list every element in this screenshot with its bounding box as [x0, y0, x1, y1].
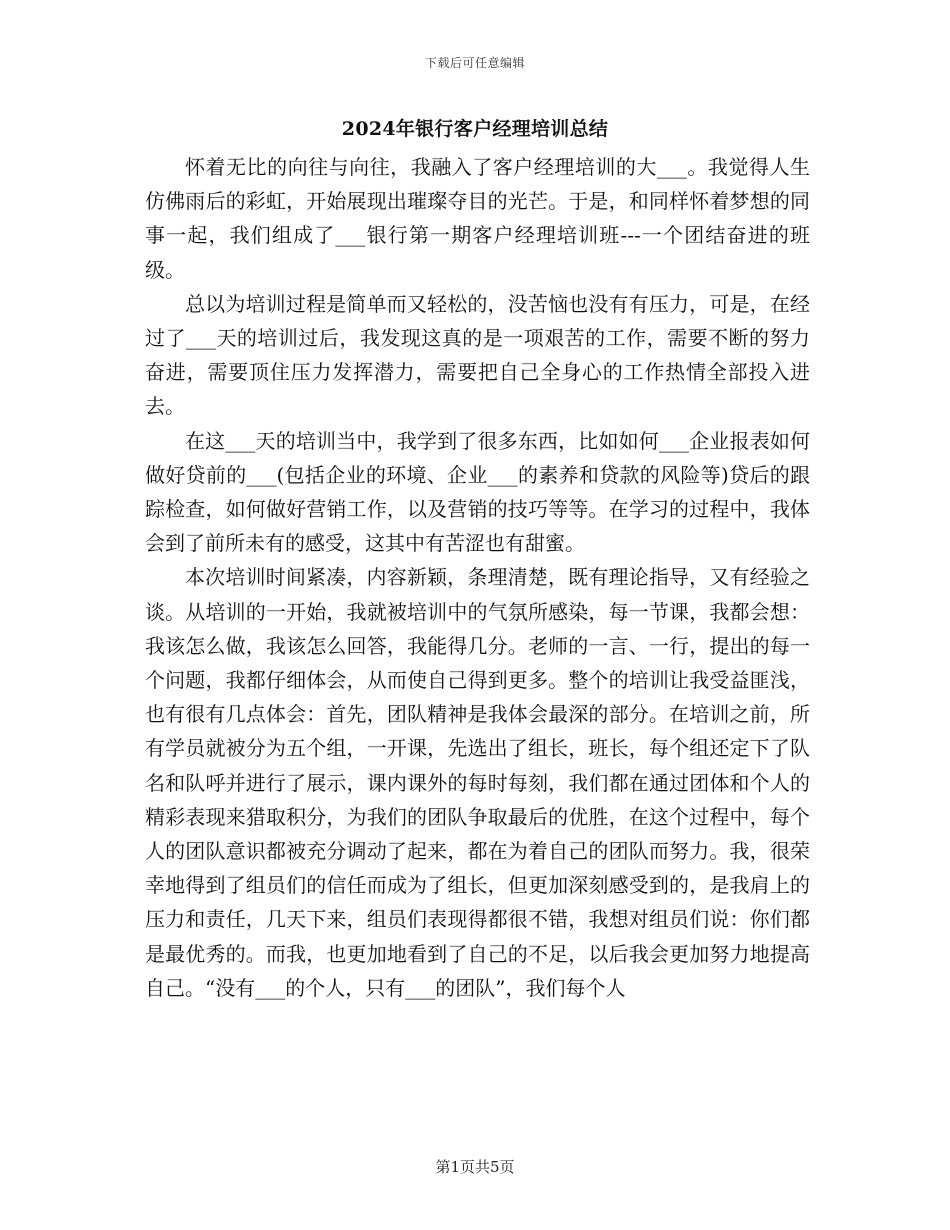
- page-number-footer: 第1页共5页: [435, 1158, 515, 1176]
- document-body: [145, 150, 810, 1005]
- document-title: 2024年银行客户经理培训总结: [341, 118, 609, 140]
- header-note: 下载后可任意编辑: [424, 56, 525, 70]
- paragraph: 总以为培训过程是简单而又轻松的，没苦恼也没有有压力，可是，在经过了___天的培训过后，我发现这真的是一项艰苦的工作，需要不断的努力奋进，需要顶住压力发挥潜力，需要把自己全身心的工作热情全部投入进去。: [145, 291, 810, 419]
- paragraph: 怀着无比的向往与向往，我融入了客户经理培训的大___。我觉得人生仿佛雨后的彩虹，开始展现出璀璨夺目的光芒。于是，和同样怀着梦想的同事一起，我们组成了___银行第一期客户经理培训班---一个团结奋进的班级。: [145, 155, 810, 282]
- paragraph: 本次培训时间紧凑，内容新颖，条理清楚，既有理论指导，又有经验之谈。从培训的一开始，我就被培训中的气氛所感染，每一节课，我都会想：我该怎么做，我该怎么回答，我能得几分。老师的一言、一行，提出的每一个问题，我都仔细体会，从而使自己得到更多。整个的培训让我受益匪浅，也有很有几点体会：首先，团队精神是我体会最深的部分。在培训之前，所有学员就被分为五个组，一开课，先选出了组长，班长，每个组还定下了队名和队呼并进行了展示，课内课外的每时每刻，我们都在通过团体和个人的精彩表现来猎取积分，为我们的团队争取最后的优胜，在这个过程中，每个人的团队意识都被充分调动了起来，都在为着自己的团队而努力。我，很荣幸地得到了组员们的信任而成为了组长，但更加深刻感受到的，是我肩上的压力和责任，几天下来，组员们表现得都很不错，我想对组员们说：你们都是最优秀的。而我，也更加地看到了自己的不足，以后我会更加努力地提高自己。“没有___的个人，只有___的团队”，我们每个人: [145, 565, 810, 1000]
- paragraph: 在这___天的培训当中，我学到了很多东西，比如如何___企业报表如何做好贷前的___(包括企业的环境、企业___的素养和贷款的风险等)贷后的跟踪检查，如何做好营销工作，以及营销的技巧等等。在学习的过程中，我体会到了前所未有的感受，这其中有苦涩也有甜蜜。: [145, 428, 810, 556]
